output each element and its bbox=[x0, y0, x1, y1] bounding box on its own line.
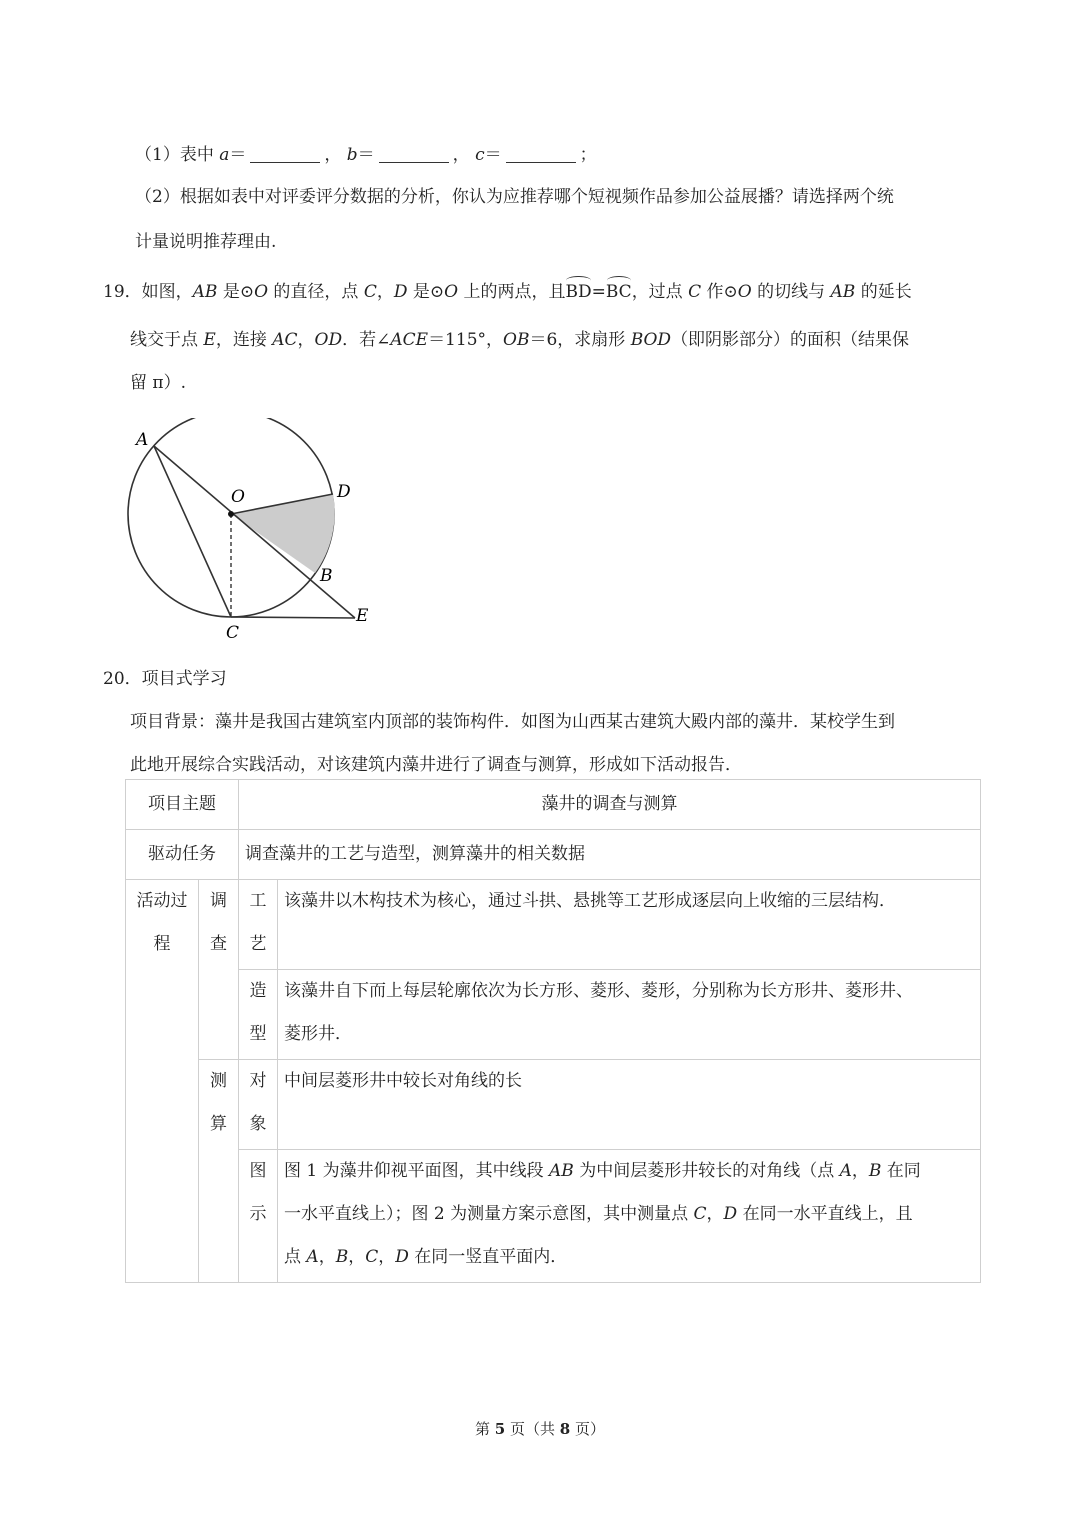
q19-line3: 留 π）. bbox=[130, 373, 186, 393]
arc-bc: BC bbox=[605, 282, 632, 302]
page-footer: 第 5 页（共 8 页） bbox=[475, 1420, 605, 1438]
answer-blank-a[interactable] bbox=[250, 162, 320, 163]
label-d: D bbox=[337, 482, 351, 502]
label-a: A bbox=[136, 430, 149, 450]
q19-line2: 线交于点 E，连接 AC，OD．若∠ACE＝115°，OB＝6，求扇形 BOD（即阴影部分）的面积（结果保 bbox=[130, 330, 910, 350]
center-point-o bbox=[228, 511, 234, 517]
answer-blank-b[interactable] bbox=[379, 162, 449, 163]
circle-figure bbox=[100, 418, 390, 648]
table-row bbox=[126, 880, 981, 970]
cell-task-head: 驱动任务 bbox=[126, 830, 239, 880]
page-total: 8 bbox=[559, 1420, 571, 1438]
cell-object-label: 对 象 bbox=[239, 1060, 278, 1150]
answer-blank-c[interactable] bbox=[506, 162, 576, 163]
cell-survey: 调 查 bbox=[199, 880, 239, 1060]
label-e: E bbox=[356, 606, 369, 626]
table-row bbox=[126, 970, 981, 1060]
table-row bbox=[126, 1060, 981, 1150]
q20-title: 20．项目式学习 bbox=[103, 669, 227, 689]
q20-background-line1: 项目背景：藻井是我国古建筑室内顶部的装饰构件．如图为山西某古建筑大殿内部的藻井．某校学生到 bbox=[130, 712, 895, 732]
segment-ac bbox=[154, 446, 231, 617]
label-o: O bbox=[231, 487, 245, 507]
cell-topic-value: 藻井的调查与测算 bbox=[239, 780, 981, 830]
label-c: C bbox=[226, 623, 240, 643]
table-row bbox=[126, 780, 981, 830]
label-b: B bbox=[320, 566, 333, 586]
cell-diagram-label: 图 示 bbox=[239, 1150, 278, 1283]
arc-bd: BD bbox=[565, 282, 592, 302]
cell-object-text: 中间层菱形井中较长对角线的长 bbox=[278, 1060, 981, 1150]
shaded-sector-bod bbox=[231, 494, 335, 573]
cell-process: 活动过 程 bbox=[126, 880, 199, 1283]
q18-part2-line2: 计量说明推荐理由. bbox=[135, 232, 277, 252]
activity-report-table bbox=[125, 779, 981, 1283]
table-row bbox=[126, 830, 981, 880]
cell-diagram-text: 图 1 为藻井仰视平面图，其中线段 AB 为中间层菱形井较长的对角线（点 A，B 在同 一水平直线上）；图 2 为测量方案示意图，其中测量点 C，D 在同一水平直线上，且 点 A，B，C，D 在同一竖直平面内． bbox=[278, 1150, 981, 1283]
q20-background-line2: 此地开展综合实践活动，对该建筑内藻井进行了调查与测算，形成如下活动报告． bbox=[130, 755, 742, 775]
cell-task-value: 调查藻井的工艺与造型，测算藻井的相关数据 bbox=[239, 830, 981, 880]
q18-part2-line1: （2）根据如表中对评委评分数据的分析，你认为应推荐哪个短视频作品参加公益展播？请选择两个统 bbox=[135, 187, 894, 207]
table-row bbox=[126, 1150, 981, 1283]
tangent-ce bbox=[231, 617, 355, 618]
q19-line1: 19．如图，AB 是⊙O 的直径，点 C，D 是⊙O 上的两点，且BD=BC，过点 C 作⊙O 的切线与 AB 的延长 bbox=[103, 282, 912, 302]
page-number: 5 bbox=[494, 1420, 506, 1438]
cell-topic-head: 项目主题 bbox=[126, 780, 239, 830]
cell-calc: 测 算 bbox=[199, 1060, 239, 1283]
cell-shape-label: 造 型 bbox=[239, 970, 278, 1060]
q18-part1: （1）表中 a＝ ， b＝ ， c＝ ； bbox=[135, 145, 597, 165]
cell-shape-text: 该藻井自下而上每层轮廓依次为长方形、菱形、菱形，分别称为长方形井、菱形井、 菱形井． bbox=[278, 970, 981, 1060]
cell-craft-text: 该藻井以木构技术为核心，通过斗拱、悬挑等工艺形成逐层向上收缩的三层结构． bbox=[278, 880, 981, 970]
cell-craft-label: 工 艺 bbox=[239, 880, 278, 970]
